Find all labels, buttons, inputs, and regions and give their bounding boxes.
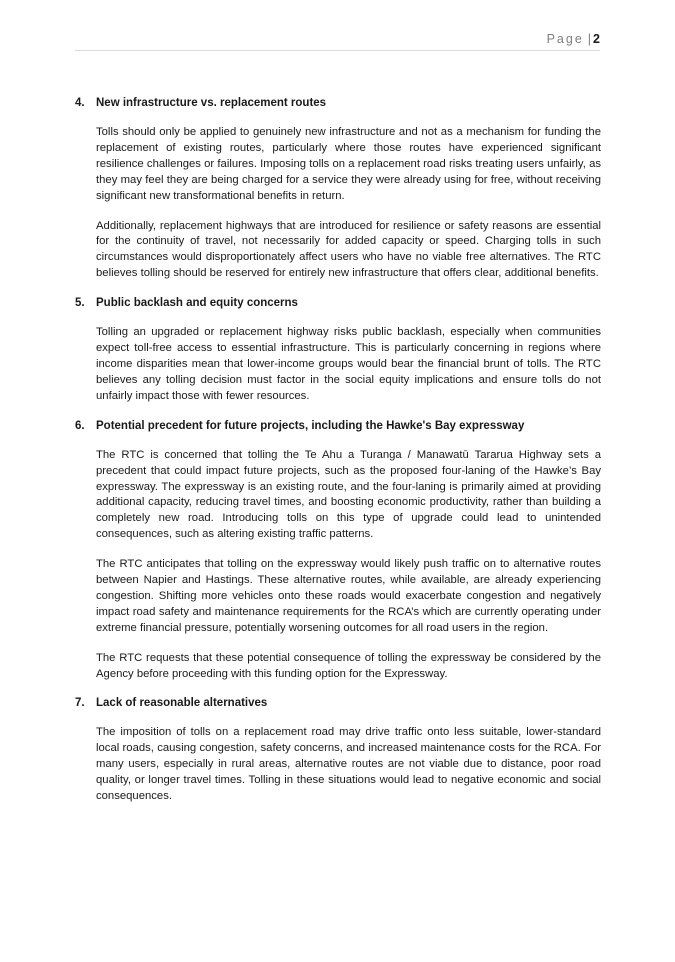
section-6 — [75, 419, 601, 683]
page-number: 2 — [593, 32, 600, 46]
section-title: Lack of reasonable alternatives — [96, 697, 268, 710]
section-number: 7. — [75, 697, 85, 710]
paragraph: Additionally, replacement highways that are introduced for resilience or safety reasons are essential for the continuity of travel, not necessarily for added capacity or speed. Charging tolls in such circumstances would disproportionately affect users who have no viable free alternatives. The RTC believes tolling should be reserved for entirely new infrastructure that offers clear, additional benefits. — [96, 219, 601, 280]
section-5 — [75, 296, 601, 405]
section-heading — [75, 696, 601, 711]
page-header — [547, 32, 600, 46]
section-7 — [75, 696, 601, 805]
paragraph: Tolling an upgraded or replacement highway risks public backlash, especially when communities expect toll-free access to essential infrastructure. This is particularly concerning in regions where income disparities mean that lower-income groups would bear the financial brunt of tolls. The RTC believes any tolling decision must factor in the social equity implications and ensure tolls do not unfairly impact those with fewer resources. — [96, 326, 601, 402]
section-heading — [75, 419, 601, 434]
section-heading — [75, 296, 601, 311]
document-body — [75, 96, 601, 819]
section-heading — [75, 96, 601, 111]
header-rule — [75, 50, 600, 51]
paragraph: Tolls should only be applied to genuinely new infrastructure and not as a mechanism for funding the replacement of existing routes, particularly where those routes have experienced significant resilience challenges or failures. Imposing tolls on a replacement road risks treating users unfairly, as they may feel they are being charged for a service they were already using for free, without receiving significant new transformational benefits in return. — [96, 126, 601, 202]
section-title: New infrastructure vs. replacement routes — [96, 97, 327, 109]
header-separator: | — [587, 32, 592, 46]
section-4 — [75, 96, 601, 282]
section-title: Public backlash and equity concerns — [96, 297, 298, 310]
page-label: Page — [546, 32, 584, 46]
paragraph: The RTC is concerned that tolling the Te Ahu a Turanga / Manawatū Tararua Highway sets a precedent that could impact future projects, such as the proposed four-laning of the Hawke’s Bay expressway. The expressway is an existing route, and the four-laning is primarily aimed at providing additional capacity, reducing travel times, and boosting economic productivity, rather than building a completely new road. Introducing tolls on this type of upgrade could lead to unintended consequences, such as altering existing traffic patterns. — [96, 448, 601, 541]
section-number: 4. — [75, 97, 85, 109]
paragraph: The RTC requests that these potential consequence of tolling the expressway be considered by the Agency before proceeding with this funding option for the Expressway. — [96, 651, 601, 680]
section-title: Potential precedent for future projects, including the Hawke's Bay expressway — [96, 419, 525, 432]
paragraph: The imposition of tolls on a replacement road may drive traffic onto less suitable, lower-standard local roads, causing congestion, safety concerns, and increased maintenance costs for the RCA. For many users, especially in rural areas, alternative routes are not viable due to distance, poor road quality, or longer travel times. Tolling in these situations would lead to negative economic and social consequences. — [96, 726, 601, 803]
section-number: 6. — [75, 419, 85, 432]
section-number: 5. — [75, 297, 85, 310]
paragraph: The RTC anticipates that tolling on the expressway would likely push traffic on to alternative routes between Napier and Hastings. These alternative routes, while available, are already experiencing congestion. Shifting more vehicles onto these roads would exacerbate congestion and negatively impact road safety and maintenance requirements for the RCA’s which are currently operating under extreme financial pressure, potentially worsening outcomes for all road users in the region. — [96, 558, 601, 634]
